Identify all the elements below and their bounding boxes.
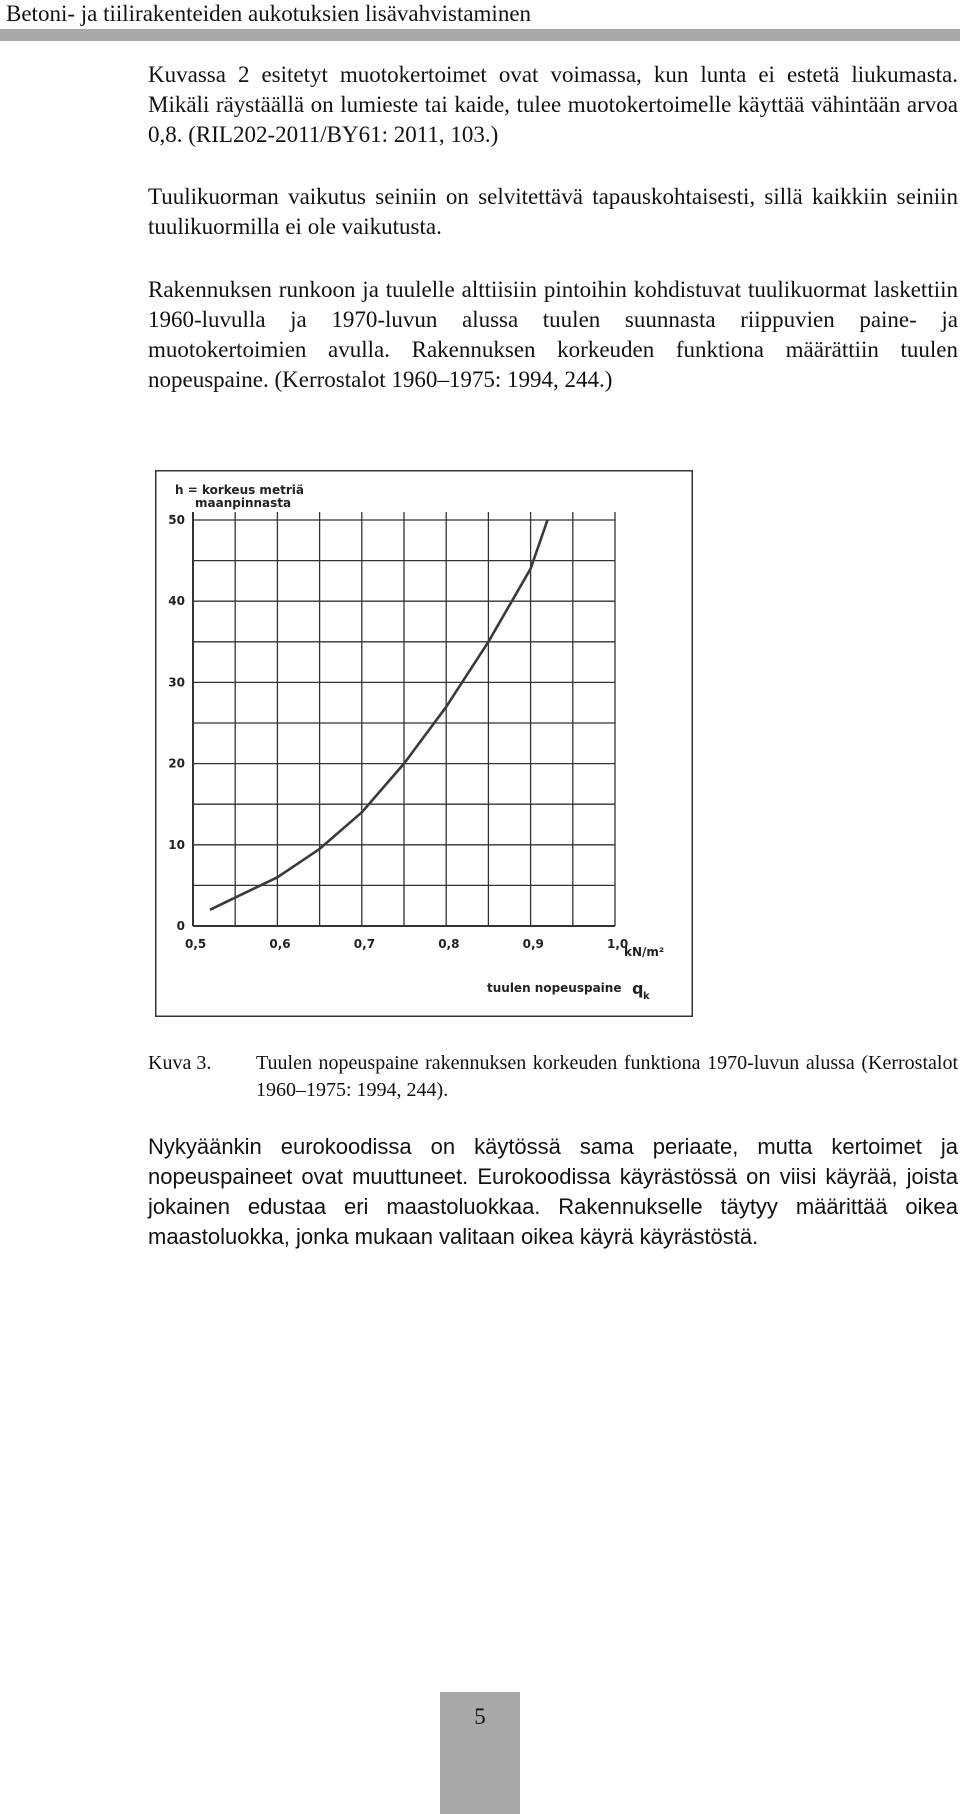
x-axis-unit: kN/m²	[624, 945, 665, 959]
wind-pressure-chart	[155, 470, 693, 1017]
y-tick-label: 20	[168, 756, 185, 771]
y-tick-label: 40	[168, 594, 185, 609]
paragraph-snow-coefficients: Kuvassa 2 esitetyt muotokertoimet ovat voimassa, kun lunta ei estetä liukumasta. Mikäli räystäällä on lumieste tai kaide, tulee muotokertoimelle käyttää vähintään arvoa 0,8. (RIL202-2011/BY61: 2011, 103.)	[148, 62, 958, 147]
paragraph-wind-walls: Tuulikuorman vaikutus seiniin on selvitettävä tapauskohtaisesti, sillä kaikkiin seiniin tuulikuormilla ei ole vaikutusta.	[148, 184, 958, 239]
x-tick-label: 0,7	[353, 937, 376, 951]
figure-caption-text: Tuulen nopeuspaine rakennuksen korkeuden funktiona 1970-luvun alussa (Kerrostalot 1960–1975: 1994, 244).	[256, 1052, 958, 1101]
header-rule	[0, 29, 960, 41]
page-number: 5	[474, 1704, 486, 1729]
paragraph-wind-history: Rakennuksen runkoon ja tuulelle alttiisiin pintoihin kohdistuvat tuulikuormat laskettiin 1960-luvulla ja 1970-luvun alussa tuulen suunnasta riippuvien paine- ja muotokertoimien avulla. Rakennuksen korkeuden funktiona määrättiin tuulen nopeuspaine. (Kerrostalot 1960–1975: 1994, 244.)	[148, 277, 958, 392]
y-axis-label-2: maanpinnasta	[195, 496, 292, 510]
x-tick-label: 0,5	[185, 937, 207, 951]
y-tick-label: 50	[168, 513, 185, 527]
paragraph-eurocode: Nykyäänkin eurokoodissa on käytössä sama periaate, mutta kertoimet ja nopeuspaineet ovat muuttuneet. Eurokoodissa käyrästössä on viisi käyrää, joista jokainen edustaa eri maastoluokkaa. Rakennukselle täytyy määrittää oikea maastoluokka, jonka mukaan valitaan oikea käyrä käyrästöstä.	[148, 1134, 958, 1249]
page-number-box	[440, 1692, 520, 1814]
x-tick-label: 1,0	[607, 937, 629, 951]
x-axis-symbol: q	[632, 979, 644, 998]
document-header: Betoni- ja tiilirakenteiden aukotuksien lisävahvistaminen	[6, 1, 532, 26]
y-axis-label: h = korkeus metriä	[175, 483, 304, 497]
x-axis-subscript: k	[643, 991, 650, 1002]
y-tick-label: 10	[168, 837, 185, 852]
figure-caption-label: Kuva 3.	[148, 1052, 212, 1074]
x-axis-label: tuulen nopeuspaine	[487, 981, 622, 995]
x-tick-label: 0,9	[522, 937, 544, 951]
y-tick-label: 0	[176, 919, 185, 933]
x-tick-label: 0,8	[438, 937, 460, 951]
y-tick-label: 30	[168, 675, 185, 690]
chart-frame	[156, 471, 693, 1017]
x-tick-label: 0,6	[269, 937, 291, 951]
chart-svg	[155, 470, 693, 1017]
